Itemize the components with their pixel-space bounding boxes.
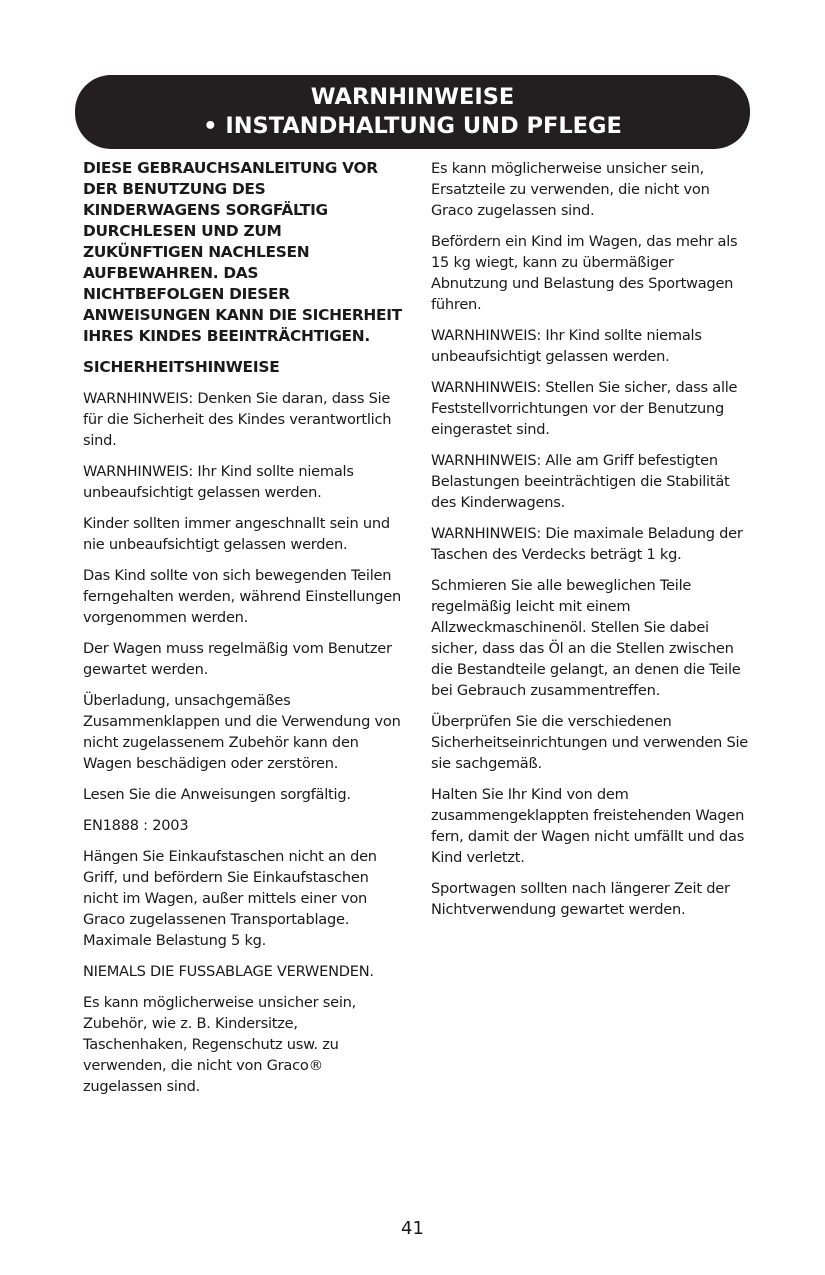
left-column [83, 158, 403, 1107]
left-paragraph-1: WARNHINWEIS: Denken Sie daran, dass Sie für die Sicherheit des Kindes verantwortlich sind. [83, 390, 392, 449]
left-paragraph-5: Der Wagen muss regelmäßig vom Benutzer gewartet werden. [83, 640, 392, 678]
left-paragraph-8: EN1888 : 2003 [83, 817, 189, 834]
left-paragraph-2: WARNHINWEIS: Ihr Kind sollte niemals unbeaufsichtigt gelassen werden. [83, 463, 354, 501]
right-paragraph-9: Halten Sie Ihr Kind von dem zusammengeklappten freistehenden Wagen fern, damit der Wagen nicht umfällt und das Kind verletzt. [431, 786, 745, 866]
right-paragraph-3: WARNHINWEIS: Ihr Kind sollte niemals unbeaufsichtigt gelassen werden. [431, 327, 702, 365]
banner-title-line-1: WARNHINWEISE [310, 84, 515, 110]
right-paragraph-7: Schmieren Sie alle beweglichen Teile regelmäßig leicht mit einem Allzweckmaschinenöl. Stellen Sie dabei sicher, dass das Öl an die Stellen zwischen die Bestandteile gelangt, an denen die Teile bei Gebrauch zusammentreffen. [431, 577, 741, 699]
safety-heading: SICHERHEITSHINWEISE [83, 358, 280, 376]
right-paragraph-2: Befördern ein Kind im Wagen, das mehr als 15 kg wiegt, kann zu übermäßiger Abnutzung und Belastung des Sportwagen führen. [431, 233, 738, 313]
intro-warning: DIESE GEBRAUCHSANLEITUNG VOR DER BENUTZUNG DES KINDERWAGENS SORGFÄLTIG DURCHLESEN UND ZUM ZUKÜNFTIGEN NACHLESEN AUFBEWAHREN. DAS NICHTBEFOLGEN DIESER ANWEISUNGEN KANN DIE SICHERHEIT IHRES KINDES BEEINTRÄCHTIGEN. [83, 159, 402, 345]
left-paragraph-6: Überladung, unsachgemäßes Zusammenklappen und die Verwendung von nicht zugelassenem Zubehör kann den Wagen beschädigen oder zerstören. [83, 692, 401, 772]
left-paragraph-10: NIEMALS DIE FUSSABLAGE VERWENDEN. [83, 963, 374, 980]
right-column [431, 158, 751, 930]
left-paragraph-9: Hängen Sie Einkaufstaschen nicht an den Griff, und befördern Sie Einkaufstaschen nicht im Wagen, außer mittels einer von Graco zugelassenen Transportablage. Maximale Belastung 5 kg. [83, 848, 377, 949]
right-paragraph-10: Sportwagen sollten nach längerer Zeit der Nichtverwendung gewartet werden. [431, 880, 730, 918]
section-title-banner [75, 75, 750, 149]
left-paragraph-4: Das Kind sollte von sich bewegenden Teilen ferngehalten werden, während Einstellungen vorgenommen werden. [83, 567, 401, 626]
left-paragraph-7: Lesen Sie die Anweisungen sorgfältig. [83, 786, 351, 803]
left-paragraph-11: Es kann möglicherweise unsicher sein, Zubehör, wie z. B. Kindersitze, Taschenhaken, Regenschutz usw. zu verwenden, die nicht von Graco® zugelassen sind. [83, 994, 357, 1095]
page-number: 41 [401, 1218, 424, 1239]
left-paragraph-3: Kinder sollten immer angeschnallt sein und nie unbeaufsichtigt gelassen werden. [83, 515, 390, 553]
right-paragraph-5: WARNHINWEIS: Alle am Griff befestigten Belastungen beeinträchtigen die Stabilität des Kinderwagens. [431, 452, 730, 511]
right-paragraph-8: Überprüfen Sie die verschiedenen Sicherheitseinrichtungen und verwenden Sie sie sachgemäß. [431, 713, 748, 772]
right-paragraph-1: Es kann möglicherweise unsicher sein, Ersatzteile zu verwenden, die nicht von Graco zugelassen sind. [431, 160, 710, 219]
banner-title-line-2: • INSTANDHALTUNG UND PFLEGE [203, 113, 622, 139]
right-paragraph-4: WARNHINWEIS: Stellen Sie sicher, dass alle Feststellvorrichtungen vor der Benutzung eingerastet sind. [431, 379, 738, 438]
right-paragraph-6: WARNHINWEIS: Die maximale Beladung der Taschen des Verdecks beträgt 1 kg. [431, 525, 743, 563]
